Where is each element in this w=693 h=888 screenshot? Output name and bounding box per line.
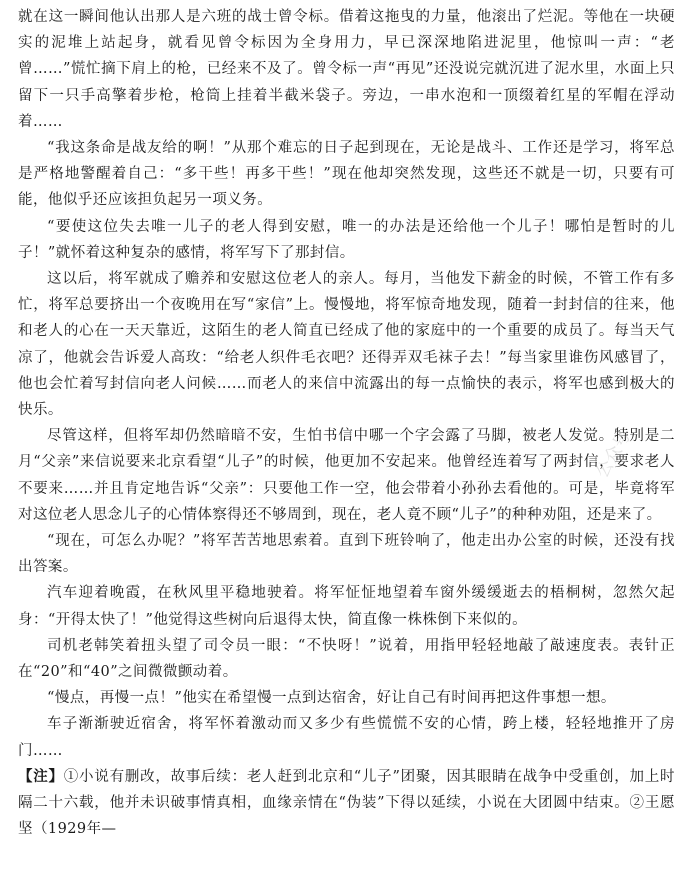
note-text: ①小说有删改，故事后续：老人赶到北京和“儿子”团聚，因其眼睛在战争中受重创，加上时隔二十六载，他并未识破事情真相，血缘亲情在“伪装”下得以延续，小说在大团圆中结束。②王愿坚（1929年— [18,768,675,838]
paragraph-6: “现在，可怎么办呢？”将军苦苦地思索着。直到下班铃响了，他走出办公室的时候，还没有找出答案。 [18,533,675,576]
paragraph-4: 这以后，将军就成了赡养和安慰这位老人的亲人。每月，当他发下薪金的时候，不管工作有多忙，将军总要挤出一个夜晚用在写“家信”上。慢慢地，将军惊奇地发现，随着一封封信的往来，他和老人的心在一天天靠近，这陌生的老人简直已经成了他的家庭中的一个重要的成员了。每当天气凉了，他就会告诉爱人高玫：“给老人织件毛衣吧？还得弄双毛袜子去！”每当家里谁伤风感冒了，他也会忙着写封信向老人问候……而老人的来信中流露出的每一点愉快的表示，将军也感到极大的快乐。 [18,271,675,419]
paragraph-1: 就在这一瞬间他认出那人是六班的战士曾令标。借着这拖曳的力量，他滚出了烂泥。等他在一块硬实的泥堆上站起身，就看见曾令标因为全身用力，早已深深地陷进泥里，他惊叫一声：“老曾……”慌忙摘下肩上的枪，已经来不及了。曾令标一声“再见”还没说完就沉进了泥水里，水面上只留下一只手高擎着步枪，枪筒上挂着半截米袋子。旁边，一串水泡和一顶缀着红星的军帽在浮动着…… [18,9,675,130]
watermark: 公众号 [592,427,636,482]
paragraph-5: 尽管这样，但将军却仍然暗暗不安，生怕书信中哪一个字会露了马脚，被老人发觉。特别是二月“父亲”来信说要来北京看望“儿子”的时候，他更加不安起来。他曾经连着写了两封信，要求老人不要来……并且肯定地告诉“父亲”：只要他工作一空，他会带着小孙孙去看他的。可是，毕竟将军对这位老人思念儿子的心情体察得还不够周到，现在，老人竟不顾“儿子”的种种劝阻，还是来了。 [18,428,675,523]
paragraph-7: 汽车迎着晚霞，在秋风里平稳地驶着。将军怔怔地望着车窗外缓缓逝去的梧桐树，忽然欠起身：“开得太快了！”他觉得这些树向后退得太快，简直像一株株倒下来似的。 [18,585,675,628]
paragraph-2: “我这条命是战友给的啊！”从那个难忘的日子起到现在，无论是战斗、工作还是学习，将军总是严格地警醒着自己：“多干些！再多干些！”现在他却突然发现，这些还不就是一切，只要有可能，他似乎还应该担负起另一项义务。 [18,140,675,209]
note-label: 【注】 [18,767,64,785]
paragraph-9: “慢点，再慢一点！”他实在希望慢一点到达宿舍，好让自己有时间再把这件事想一想。 [47,690,616,707]
paragraph-8: 司机老韩笑着扭头望了司令员一眼：“不快呀！”说着，用指甲轻轻地敲了敲速度表。表针正在“20”和“40”之间微微颤动着。 [18,637,675,681]
note-paragraph [18,764,675,843]
paragraph-10: 车子渐渐驶近宿舍，将军怀着激动而又多少有些慌慌不安的心情，跨上楼，轻轻地推开了房门…… [18,716,675,759]
paragraph-3: “要使这位失去唯一儿子的老人得到安慰，唯一的办法是还给他一个儿子！哪怕是暂时的儿子！”就怀着这种复杂的感情，将军写下了那封信。 [18,218,675,261]
